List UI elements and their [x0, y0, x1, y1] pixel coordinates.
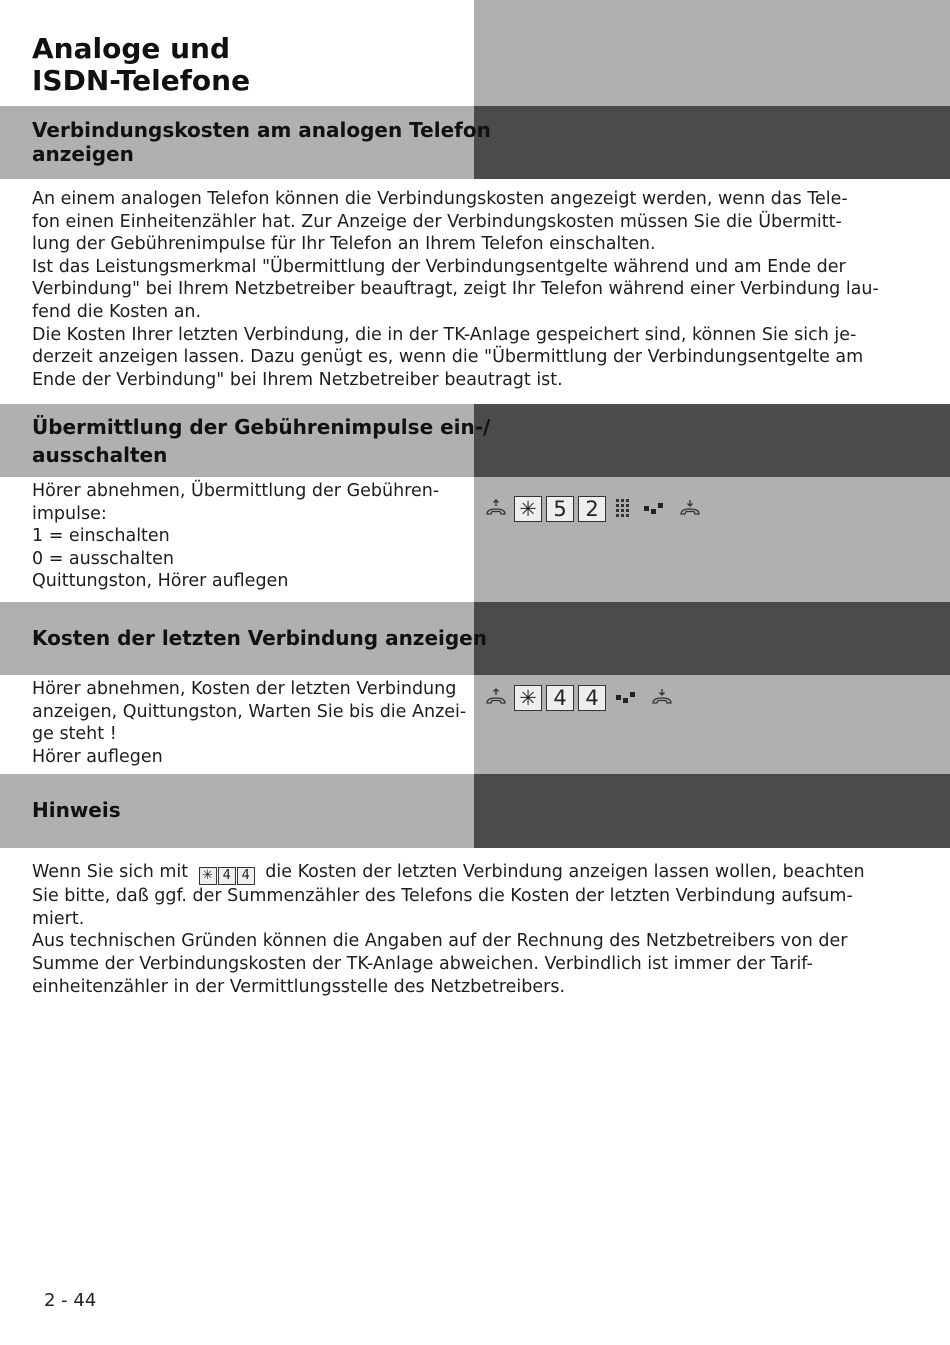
section4-body	[32, 861, 865, 998]
page-title	[32, 33, 250, 97]
body-line: Summe der Verbindungskosten der TK-Anlage abweichen. Verbindlich ist immer der Tarif-	[32, 954, 813, 975]
header-block	[0, 0, 950, 106]
section3-heading-right	[474, 602, 950, 675]
page-title-line1: Analoge und	[32, 32, 231, 65]
section2-title-line2: ausschalten	[32, 443, 168, 467]
body-line-with-keys	[32, 861, 865, 885]
handset-lift-icon	[484, 498, 508, 520]
section2-title	[32, 413, 490, 469]
section3-key-sequence	[484, 684, 680, 712]
body-line: fon einen Einheitenzähler hat. Zur Anzeige der Verbindungskosten müssen Sie die Übermitt-	[32, 211, 842, 232]
body-line: lung der Gebührenimpulse für Ihr Telefon an Ihrem Telefon einschalten.	[32, 234, 656, 255]
step-line: 0 = ausschalten	[32, 548, 174, 569]
handset-lift-icon	[484, 687, 508, 709]
handset-hangup-icon	[678, 498, 702, 520]
body-line: Ist das Leistungsmerkmal "Übermittlung der Verbindungsentgelte während und am Ende der	[32, 256, 846, 277]
section4-heading-band	[0, 774, 950, 848]
inline-digit-4-key: 4	[218, 867, 236, 885]
section3-title: Kosten der letzten Verbindung anzeigen	[32, 626, 487, 650]
body-line: miert.	[32, 908, 85, 929]
section2-heading-band	[0, 404, 950, 477]
inline-star-key: ✳	[199, 867, 217, 885]
body-line: Verbindung" bei Ihrem Netzbetreiber beauftragt, zeigt Ihr Telefon während einer Verbindung lau-	[32, 279, 879, 300]
body-line: Die Kosten Ihrer letzten Verbindung, die in der TK-Anlage gespeichert sind, können Sie sich je-	[32, 324, 857, 345]
section4-heading-right	[474, 774, 950, 848]
handset-hangup-icon	[650, 687, 674, 709]
confirmation-tone-icon	[644, 503, 664, 515]
step-line: 1 = einschalten	[32, 526, 170, 547]
page-title-line2: ISDN-Telefone	[32, 64, 251, 97]
digit-2-key: 2	[578, 496, 606, 522]
digit-4-key: 4	[578, 685, 606, 711]
section2-key-sequence	[484, 495, 708, 523]
section2-title-line1: Übermittlung der Gebührenimpulse ein-/	[32, 415, 491, 439]
section3-heading-band	[0, 602, 950, 675]
step-line: Hörer abnehmen, Übermittlung der Gebühren-	[32, 481, 440, 501]
body-line: Ende der Verbindung" bei Ihrem Netzbetreiber beautragt ist.	[32, 369, 563, 390]
step-line: Quittungston, Hörer auflegen	[32, 571, 289, 592]
section1-body	[32, 188, 879, 391]
step-line: ge steht !	[32, 724, 117, 745]
section3-step-row	[0, 675, 950, 774]
section3-step-text	[32, 678, 466, 768]
section4-title: Hinweis	[32, 798, 121, 822]
section1-title-line1: Verbindungskosten am analogen Telefon	[32, 118, 491, 142]
section1-heading-right	[474, 106, 950, 179]
keypad-icon	[616, 499, 630, 519]
body-line: Aus technischen Gründen können die Angaben auf der Rechnung des Netzbetreibers von der	[32, 931, 848, 952]
digit-5-key: 5	[546, 496, 574, 522]
star-key: ✳	[514, 685, 542, 711]
body-line: An einem analogen Telefon können die Verbindungskosten angezeigt werden, wenn das Tele-	[32, 189, 848, 209]
hint-text-pre: Wenn Sie sich mit	[32, 862, 189, 882]
body-line: einheitenzähler in der Vermittlungsstelle des Netzbetreibers.	[32, 976, 566, 997]
star-key: ✳	[514, 496, 542, 522]
section1-heading-band	[0, 106, 950, 179]
header-right-panel	[474, 0, 950, 106]
inline-digit-4-key: 4	[237, 867, 255, 885]
step-line: impulse:	[32, 503, 107, 524]
section1-title	[32, 118, 491, 166]
hint-text-post: die Kosten der letzten Verbindung anzeigen lassen wollen, beachten	[265, 862, 865, 882]
body-line: derzeit anzeigen lassen. Dazu genügt es, wenn die "Übermittlung der Verbindungsentgelte am	[32, 347, 864, 368]
section2-heading-right	[474, 404, 950, 477]
step-line: Hörer abnehmen, Kosten der letzten Verbindung	[32, 679, 457, 699]
confirmation-tone-icon	[616, 692, 636, 704]
section2-step-row	[0, 477, 950, 602]
step-line: Hörer auflegen	[32, 746, 163, 767]
step-line: anzeigen, Quittungston, Warten Sie bis die Anzei-	[32, 701, 467, 722]
digit-4-key: 4	[546, 685, 574, 711]
page-number: 2 - 44	[44, 1290, 97, 1311]
section1-title-line2: anzeigen	[32, 142, 134, 166]
body-line: Sie bitte, daß ggf. der Summenzähler des Telefons die Kosten der letzten Verbindung aufsum-	[32, 886, 853, 907]
section2-step-text	[32, 480, 439, 593]
body-line: fend die Kosten an.	[32, 301, 202, 322]
